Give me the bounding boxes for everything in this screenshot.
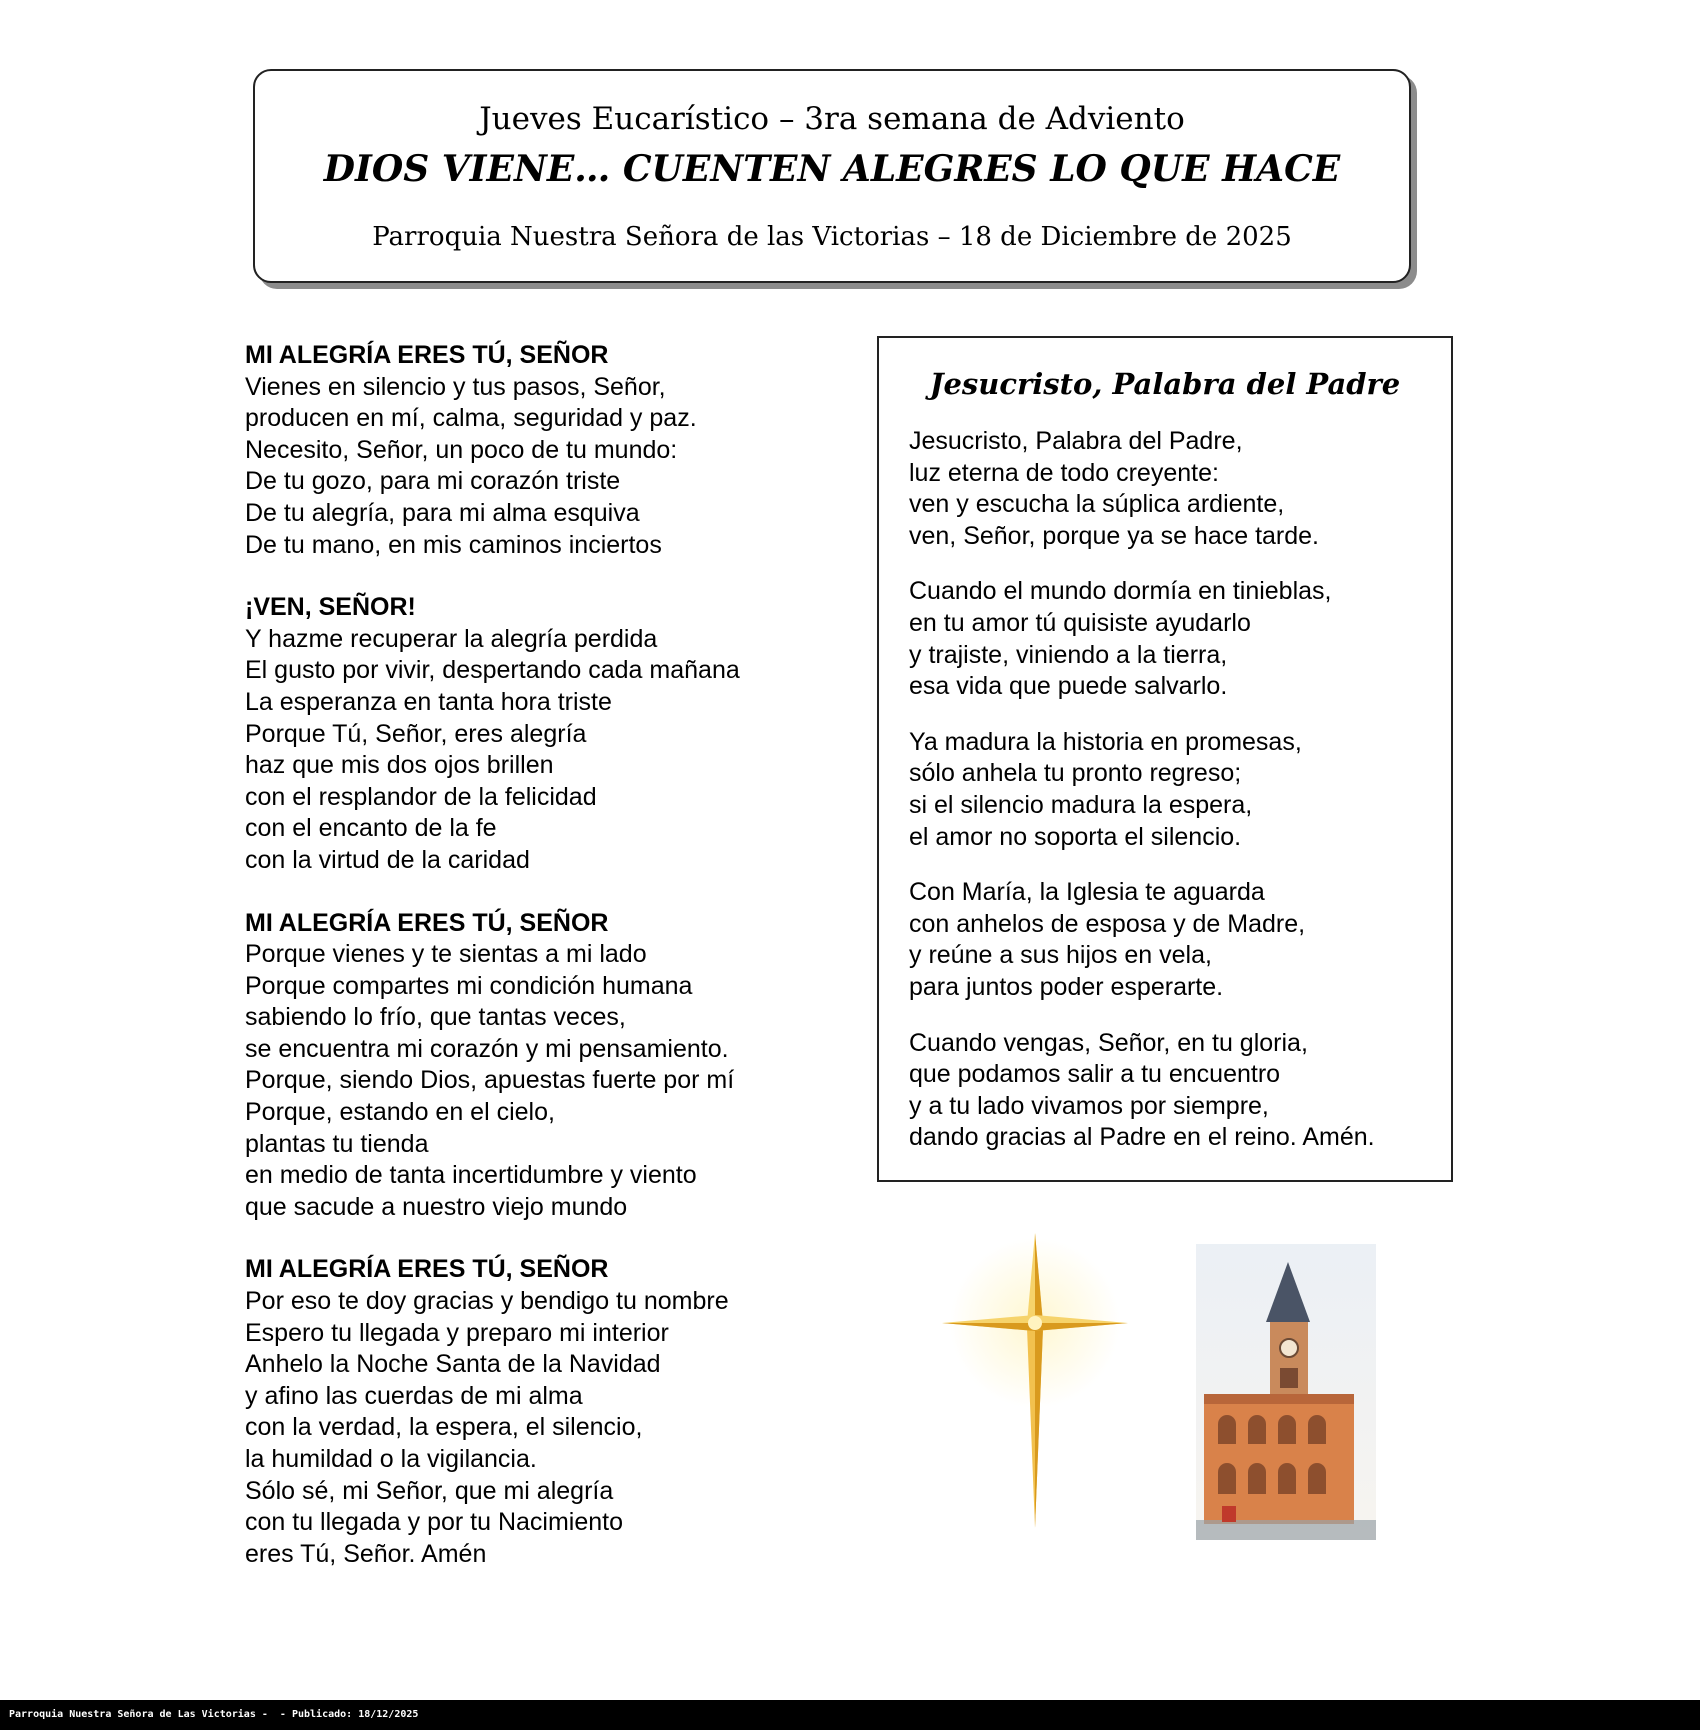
poem-line: producen en mí, calma, seguridad y paz. xyxy=(245,404,697,433)
stanza-heading: MI ALEGRÍA ERES TÚ, SEÑOR xyxy=(245,908,609,937)
poem-line: con la verdad, la espera, el silencio, xyxy=(245,1413,643,1442)
poem-column xyxy=(245,340,845,1601)
prayer-line: dando gracias al Padre en el reino. Amén. xyxy=(909,1123,1375,1152)
prayer-line: con anhelos de esposa y de Madre, xyxy=(909,909,1306,938)
page-title: DIOS VIENE… CUENTEN ALEGRES LO QUE HACE xyxy=(323,148,1341,190)
prayer-line: Cuando el mundo dormía en tinieblas, xyxy=(909,577,1332,606)
poem-line: El gusto por vivir, despertando cada mañana xyxy=(245,656,740,685)
prayer-stanza xyxy=(909,877,1439,1003)
prayer-line: que podamos salir a tu encuentro xyxy=(909,1060,1281,1089)
poem-line: Porque compartes mi condición humana xyxy=(245,971,693,1000)
prayer-stanza xyxy=(909,727,1439,853)
poem-line: con el resplandor de la felicidad xyxy=(245,782,597,811)
poem-line: Necesito, Señor, un poco de tu mundo: xyxy=(245,435,678,464)
prayer-line: Cuando vengas, Señor, en tu gloria, xyxy=(909,1028,1308,1057)
poem-line: plantas tu tienda xyxy=(245,1129,429,1158)
prayer-line: ven, Señor, porque ya se hace tarde. xyxy=(909,521,1319,550)
poem-line: que sacude a nuestro viejo mundo xyxy=(245,1192,628,1221)
prayer-line: para juntos poder esperarte. xyxy=(909,972,1224,1001)
poem-line: haz que mis dos ojos brillen xyxy=(245,751,554,780)
footer-bar: Parroquia Nuestra Señora de Las Victorias - - Publicado: 18/12/2025 xyxy=(0,1700,1700,1730)
prayer-line: esa vida que puede salvarlo. xyxy=(909,672,1228,701)
poem-line: en medio de tanta incertidumbre y viento xyxy=(245,1161,697,1190)
prayer-line: luz eterna de todo creyente: xyxy=(909,458,1219,487)
stanza-heading: MI ALEGRÍA ERES TÚ, SEÑOR xyxy=(245,1255,609,1284)
poem-line: De tu gozo, para mi corazón triste xyxy=(245,467,621,496)
prayer-line: y a tu lado vivamos por siempre, xyxy=(909,1091,1269,1120)
poem-line: Sólo sé, mi Señor, que mi alegría xyxy=(245,1476,614,1505)
poem-line: la humildad o la vigilancia. xyxy=(245,1445,537,1473)
prayer-stanza xyxy=(909,426,1439,552)
prayer-line: en tu amor tú quisiste ayudarlo xyxy=(909,608,1251,637)
header-liturgical-day: Jueves Eucarístico – 3ra semana de Adviento xyxy=(479,101,1185,137)
church-watercolor-icon xyxy=(1196,1244,1376,1540)
poem-line: se encuentra mi corazón y mi pensamiento. xyxy=(245,1034,729,1063)
poem-line: Y hazme recuperar la alegría perdida xyxy=(245,624,658,653)
poem-line: con tu llegada y por tu Nacimiento xyxy=(245,1508,623,1537)
prayer-line: Ya madura la historia en promesas, xyxy=(909,727,1302,756)
poem-stanza xyxy=(245,908,845,1224)
poem-line: De tu alegría, para mi alma esquiva xyxy=(245,498,640,527)
stanza-heading: MI ALEGRÍA ERES TÚ, SEÑOR xyxy=(245,341,609,369)
poem-line: con la virtud de la caridad xyxy=(245,845,530,874)
prayer-line: y reúne a sus hijos en vela, xyxy=(909,941,1212,970)
poem-stanza xyxy=(245,340,845,561)
poem-line: y afino las cuerdas de mi alma xyxy=(245,1381,583,1410)
poem-line: eres Tú, Señor. Amén xyxy=(245,1539,487,1568)
prayer-stanza xyxy=(909,1028,1439,1154)
poem-line: La esperanza en tanta hora triste xyxy=(245,687,612,716)
poem-line: Porque, siendo Dios, apuestas fuerte por mí xyxy=(245,1066,735,1095)
christmas-star-icon xyxy=(930,1228,1130,1538)
prayer-line: si el silencio madura la espera, xyxy=(909,790,1253,819)
prayer-title: Jesucristo, Palabra del Padre xyxy=(929,367,1401,401)
poem-line: De tu mano, en mis caminos inciertos xyxy=(245,530,662,559)
stanza-heading: ¡VEN, SEÑOR! xyxy=(245,593,416,622)
poem-line: con el encanto de la fe xyxy=(245,814,497,843)
header-parish-date: Parroquia Nuestra Señora de las Victorias – 18 de Diciembre de 2025 xyxy=(372,222,1292,252)
prayer-line: y trajiste, viniendo a la tierra, xyxy=(909,640,1228,669)
prayer-stanza xyxy=(909,576,1439,702)
poem-line: Anhelo la Noche Santa de la Navidad xyxy=(245,1350,661,1379)
poem-line: Espero tu llegada y preparo mi interior xyxy=(245,1318,669,1347)
prayer-line: Jesucristo, Palabra del Padre, xyxy=(909,427,1243,455)
poem-stanza xyxy=(245,592,845,876)
poem-line: Porque, estando en el cielo, xyxy=(245,1098,555,1127)
poem-line: Porque vienes y te sientas a mi lado xyxy=(245,940,647,969)
header-box xyxy=(253,69,1411,283)
prayer-line: Con María, la Iglesia te aguarda xyxy=(909,878,1265,907)
prayer-box xyxy=(877,336,1453,1182)
prayer-line: sólo anhela tu pronto regreso; xyxy=(909,759,1242,788)
poem-line: sabiendo lo frío, que tantas veces, xyxy=(245,1003,626,1032)
poem-line: Vienes en silencio y tus pasos, Señor, xyxy=(245,372,666,401)
prayer-line: ven y escucha la súplica ardiente, xyxy=(909,490,1285,519)
poem-stanza xyxy=(245,1254,845,1570)
poem-line: Porque Tú, Señor, eres alegría xyxy=(245,719,587,748)
prayer-body xyxy=(909,426,1439,1178)
poem-line: Por eso te doy gracias y bendigo tu nombre xyxy=(245,1287,729,1316)
prayer-line: el amor no soporta el silencio. xyxy=(909,822,1242,851)
